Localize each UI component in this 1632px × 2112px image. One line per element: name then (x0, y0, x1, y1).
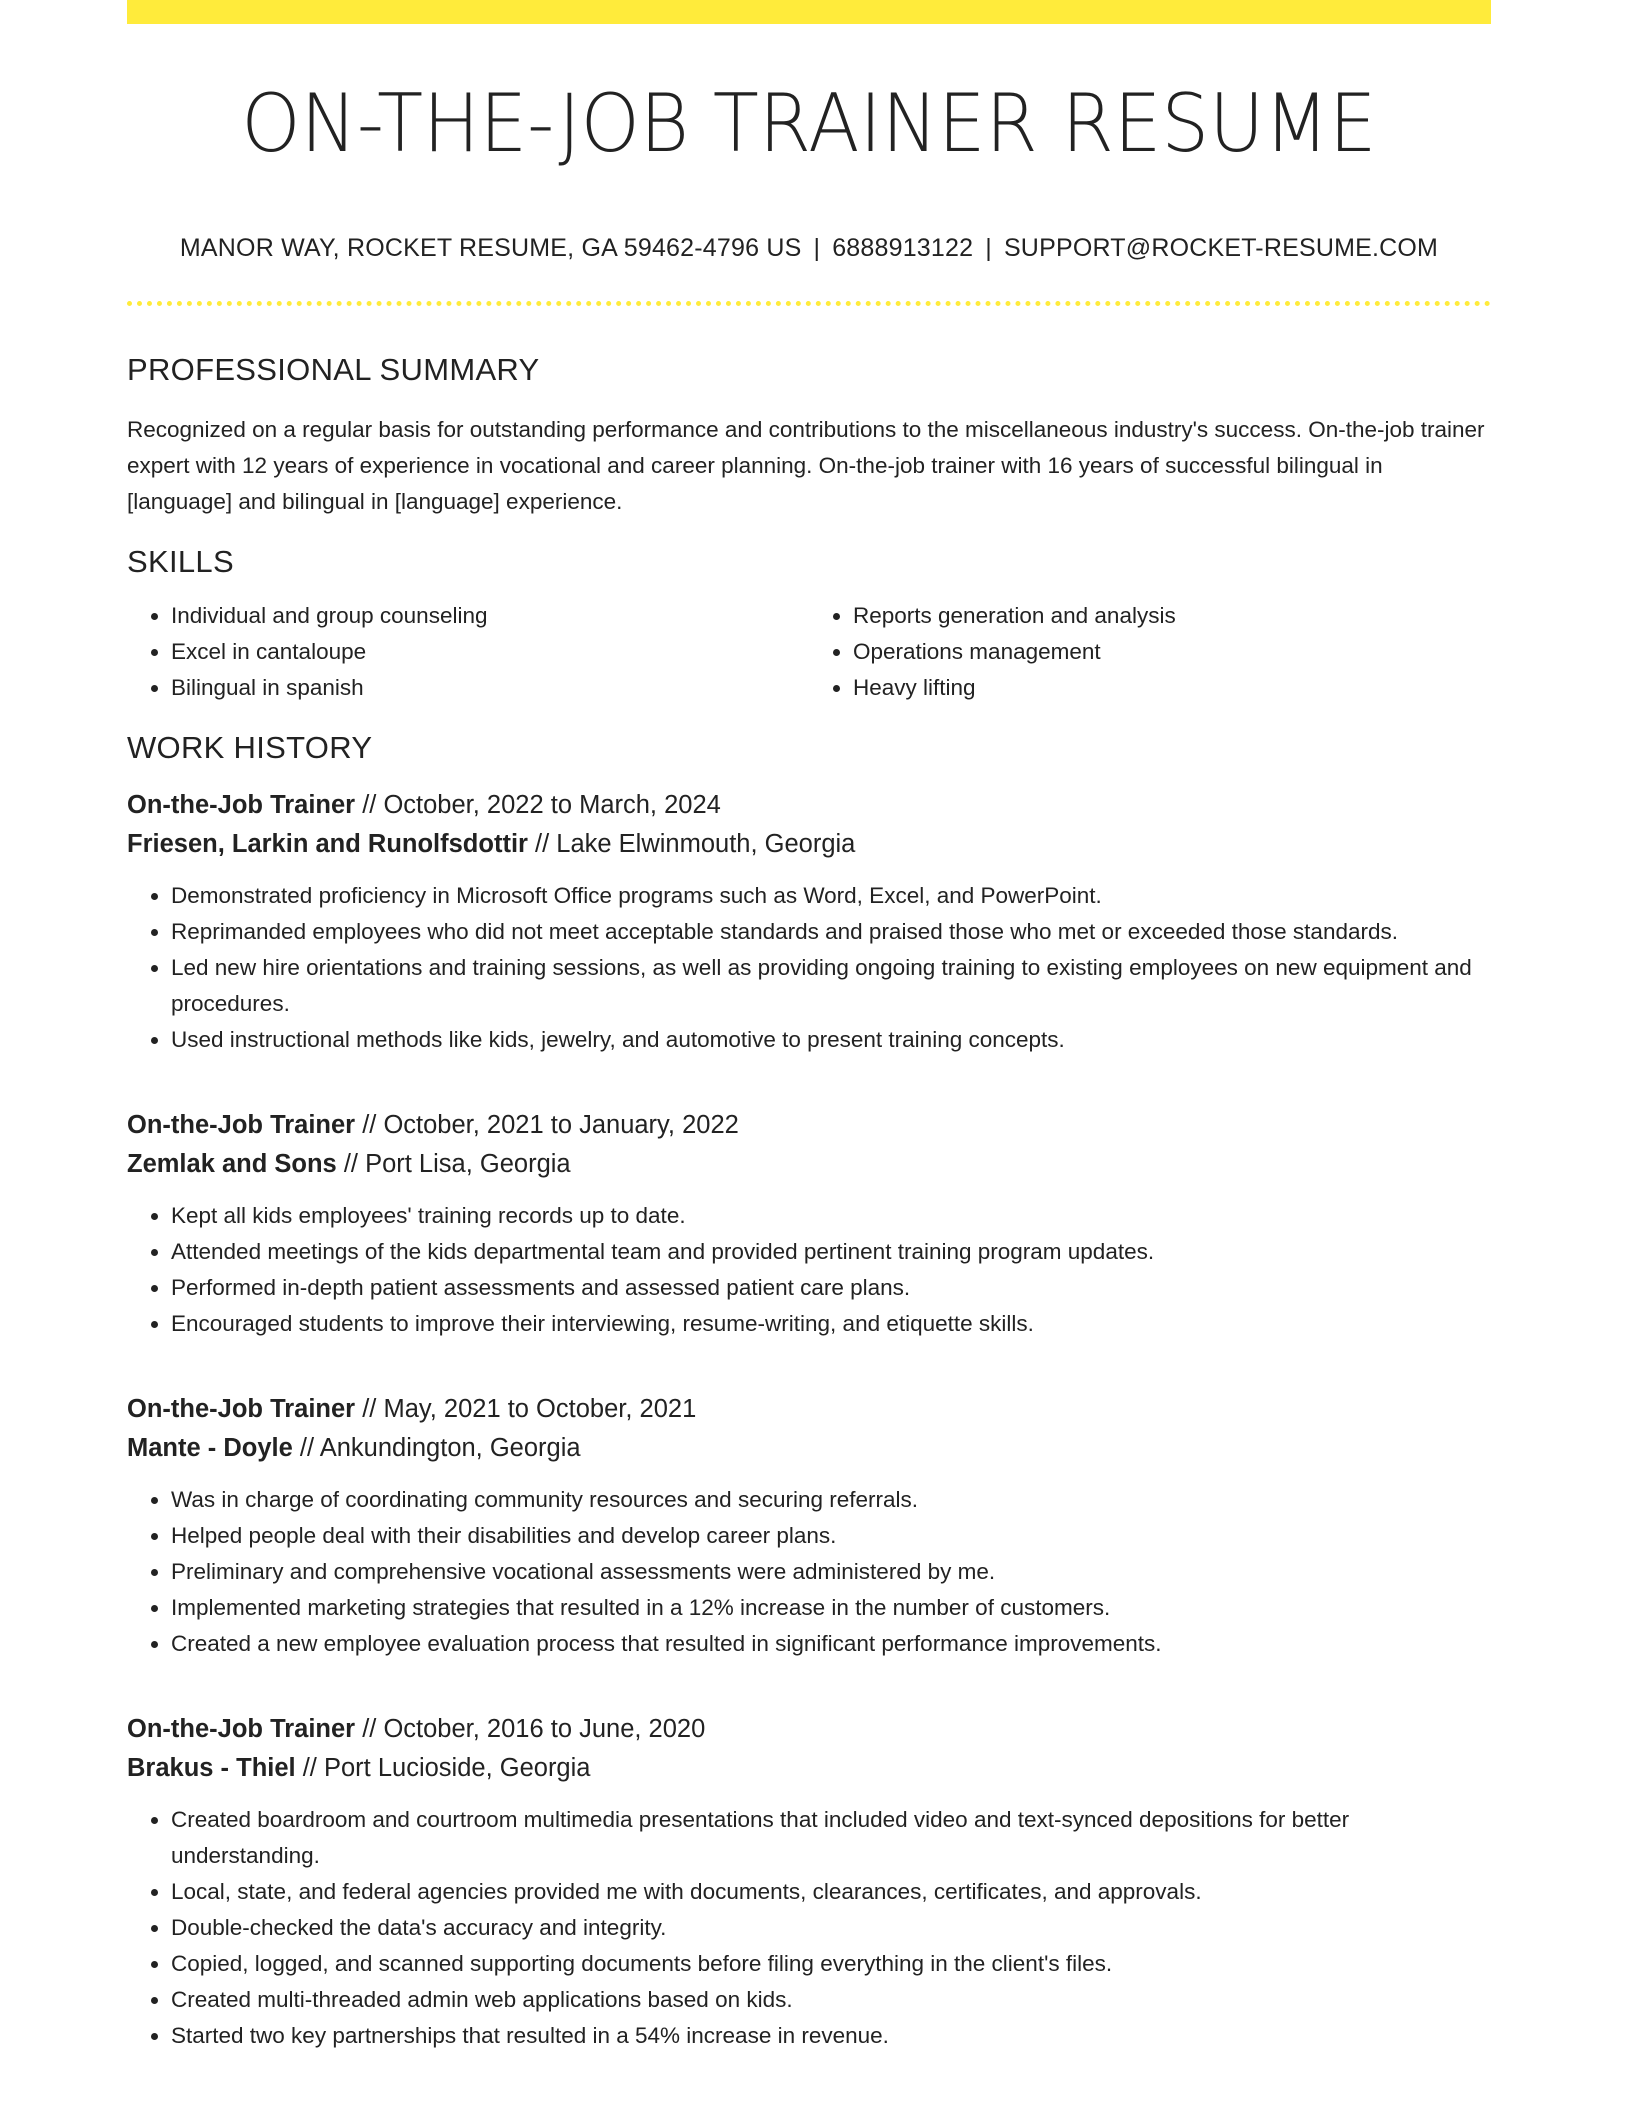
skills-heading: SKILLS (127, 544, 234, 579)
job-bullets (127, 878, 1491, 1058)
job-company: Friesen, Larkin and Runolfsdottir (127, 830, 528, 858)
contact-email: SUPPORT@ROCKET-RESUME.COM (1003, 234, 1439, 262)
skill-item: • Individual and group counseling (171, 598, 809, 634)
skill-item: • Heavy lifting (853, 670, 1491, 706)
job-company-line (127, 1429, 1491, 1468)
contact-separator: | (813, 234, 821, 262)
skills-list (127, 598, 1491, 706)
summary-heading: PROFESSIONAL SUMMARY (127, 352, 540, 387)
contact-address: MANOR WAY, ROCKET RESUME, GA 59462-4796 US (179, 234, 802, 262)
job-company-line (127, 1749, 1491, 1788)
contact-separator: | (985, 234, 992, 262)
job-bullet: • Local, state, and federal agencies provided me with documents, clearances, certificates, and approvals. (171, 1874, 1491, 1910)
job-location: // Port Lisa, Georgia (336, 1150, 571, 1178)
job-bullet: • Copied, logged, and scanned supporting documents before filing everything in the client's files. (171, 1946, 1491, 1982)
job-dates: // October, 2021 to January, 2022 (355, 1111, 739, 1139)
resume-page (127, 0, 1491, 2054)
job-bullet: • Created a new employee evaluation process that resulted in significant performance improvements. (171, 1626, 1491, 1662)
job-entry (127, 1390, 1491, 1662)
top-accent-bar (127, 0, 1491, 24)
job-bullet: • Created multi-threaded admin web applications based on kids. (171, 1982, 1491, 2018)
work-heading: WORK HISTORY (127, 730, 373, 765)
job-company-line (127, 1145, 1491, 1184)
job-location: // Lake Elwinmouth, Georgia (527, 830, 856, 858)
skills-column-right (809, 598, 1491, 706)
skill-item: • Reports generation and analysis (853, 598, 1491, 634)
job-entry (127, 1710, 1491, 2054)
job-bullet: • Used instructional methods like kids, jewelry, and automotive to present training concepts. (171, 1022, 1491, 1058)
resume-title: ON-THE-JOB TRAINER RESUME (241, 77, 1377, 170)
job-dates: // October, 2016 to June, 2020 (355, 1715, 706, 1743)
job-bullet: • Double-checked the data's accuracy and integrity. (171, 1910, 1491, 1946)
job-title-line (127, 1106, 1491, 1145)
job-bullets (127, 1198, 1491, 1342)
job-company: Zemlak and Sons (127, 1150, 337, 1178)
job-bullet: • Attended meetings of the kids departmental team and provided pertinent training program updates. (171, 1234, 1491, 1270)
job-title: On-the-Job Trainer (127, 1111, 356, 1139)
job-bullet: • Kept all kids employees' training records up to date. (171, 1198, 1491, 1234)
job-bullet: • Implemented marketing strategies that resulted in a 12% increase in the number of customers. (171, 1590, 1491, 1626)
skill-item: • Excel in cantaloupe (171, 634, 809, 670)
contact-line (127, 234, 1491, 263)
job-title: On-the-Job Trainer (127, 1395, 356, 1423)
job-bullet: • Preliminary and comprehensive vocational assessments were administered by me. (171, 1554, 1491, 1590)
job-title-line (127, 1710, 1491, 1749)
job-bullet: • Led new hire orientations and training sessions, as well as providing ongoing training to existing employees on new equipment and procedures. (171, 950, 1491, 1022)
job-dates: // May, 2021 to October, 2021 (355, 1395, 697, 1423)
job-bullet: • Encouraged students to improve their interviewing, resume-writing, and etiquette skills. (171, 1306, 1491, 1342)
job-entry (127, 1106, 1491, 1342)
job-dates: // October, 2022 to March, 2024 (355, 791, 721, 819)
job-title: On-the-Job Trainer (127, 1715, 356, 1743)
skill-item: • Operations management (853, 634, 1491, 670)
job-title-line (127, 786, 1491, 825)
job-company: Mante - Doyle (127, 1434, 293, 1462)
job-company-line (127, 825, 1491, 864)
job-bullet: • Created boardroom and courtroom multimedia presentations that included video and text-synced depositions for better understanding. (171, 1802, 1491, 1874)
skill-item: • Bilingual in spanish (171, 670, 809, 706)
job-bullet: • Reprimanded employees who did not meet acceptable standards and praised those who met or exceeded those standards. (171, 914, 1491, 950)
job-bullet: • Helped people deal with their disabilities and develop career plans. (171, 1518, 1491, 1554)
contact-phone: 6888913122 (832, 234, 974, 262)
job-bullet: • Was in charge of coordinating community resources and securing referrals. (171, 1482, 1491, 1518)
summary-text: Recognized on a regular basis for outstanding performance and contributions to the miscellaneous industry's success. On-the-job trainer expert with 12 years of experience in vocational and career planning. On-the-job trainer with 16 years of successful bilingual in [language] and bilingual in [language] experience. (127, 417, 1485, 514)
job-location: // Ankundington, Georgia (292, 1434, 581, 1462)
job-title-line (127, 1390, 1491, 1429)
job-bullet: • Demonstrated proficiency in Microsoft Office programs such as Word, Excel, and PowerPoint. (171, 878, 1491, 914)
skills-column-left (127, 598, 809, 706)
job-entry (127, 786, 1491, 1058)
job-bullets (127, 1482, 1491, 1662)
job-location: // Port Lucioside, Georgia (295, 1754, 591, 1782)
job-bullet: • Performed in-depth patient assessments and assessed patient care plans. (171, 1270, 1491, 1306)
dotted-divider (127, 301, 1491, 306)
job-bullets (127, 1802, 1491, 2054)
job-title: On-the-Job Trainer (127, 791, 356, 819)
job-company: Brakus - Thiel (127, 1754, 296, 1782)
job-bullet: • Started two key partnerships that resulted in a 54% increase in revenue. (171, 2018, 1491, 2054)
